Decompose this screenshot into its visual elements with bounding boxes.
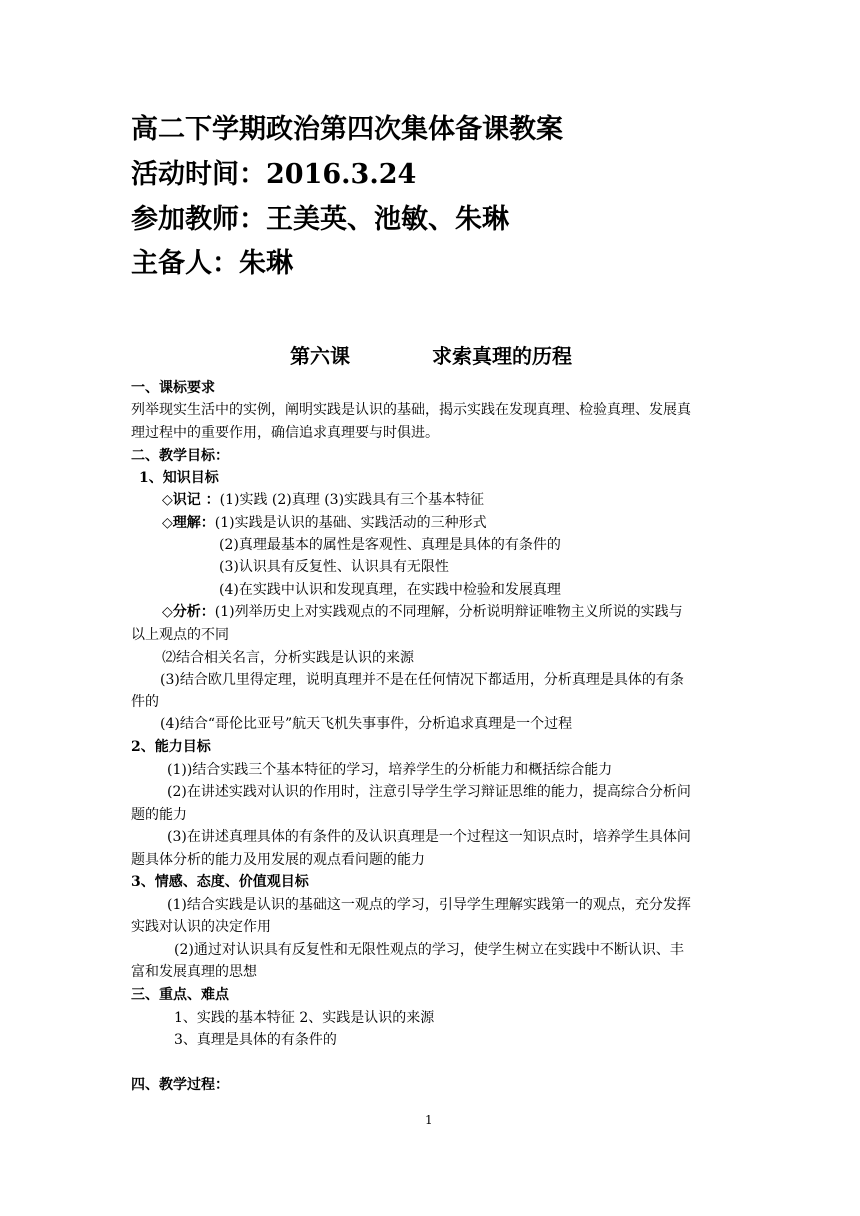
paragraph-line: 列举现实生活中的实例，阐明实践是认识的基础，揭示实践在发现真理、检验真理、发展真	[131, 402, 691, 418]
section-heading: 二、教学目标：	[131, 448, 229, 464]
subsection-heading: 3、情感、态度、价值观目标	[131, 874, 309, 890]
doc-title: 高二下学期政治第四次集体备课教案	[131, 114, 563, 145]
paragraph-line: 1、实践的基本特征 2、实践是认识的来源	[174, 1010, 435, 1026]
paragraph-line: (3)结合欧几里得定理，说明真理并不是在任何情况下都适用，分析真理是具体的有条	[160, 672, 684, 688]
paragraph-line: (2)在讲述实践对认识的作用时，注意引导学生学习辩证思维的能力，提高综合分析问	[167, 784, 691, 800]
recall-text: (1)实践 (2)真理 (3)实践具有三个基本特征	[219, 492, 485, 508]
paragraph-line: 题具体分析的能力及用发展的观点看问题的能力	[131, 852, 425, 868]
paragraph-line: (2)真理最基本的属性是客观性、真理是具体的有条件的	[219, 537, 561, 553]
lesson-number: 第六课	[290, 344, 350, 368]
lead-preparer: 主备人：朱琳	[131, 248, 293, 279]
paragraph-line: (4)在实践中认识和发现真理，在实践中检验和发展真理	[219, 582, 561, 598]
paragraph-line: (3)在讲述真理具体的有条件的及认识真理是一个过程这一知识点时，培养学生具体问	[167, 829, 691, 845]
recall-line	[162, 490, 484, 510]
paragraph-line: (1))结合实践三个基本特征的学习，培养学生的分析能力和概括综合能力	[167, 762, 613, 778]
paragraph-line: (2)通过对认识具有反复性和无限性观点的学习，使学生树立在实践中不断认识、丰	[174, 942, 684, 958]
paragraph-line: 理过程中的重要作用，确信追求真理要与时俱进。	[131, 425, 439, 441]
section-heading: 三、重点、难点	[131, 987, 229, 1003]
paragraph-line: 以上观点的不同	[131, 627, 229, 643]
paragraph-line: 富和发展真理的思想	[131, 964, 257, 980]
lesson-heading	[290, 340, 572, 369]
paragraph-line: 件的	[131, 694, 159, 710]
understand-text: (1)实践是认识的基础、实践活动的三种形式	[214, 515, 487, 531]
paragraph-line: 实践对认识的决定作用	[131, 919, 271, 935]
analyze-label: ◇分析：	[162, 604, 215, 620]
recall-label: ◇识记 ：	[162, 492, 220, 508]
paragraph-line: (1)结合实践是认识的基础这一观点的学习，引导学生理解实践第一的观点，充分发挥	[167, 897, 691, 913]
analyze-text: (1)列举历史上对实践观点的不同理解，分析说明辩证唯物主义所说的实践与	[214, 604, 683, 620]
understand-line	[162, 513, 487, 533]
analyze-line	[162, 602, 683, 622]
subsection-heading: 1、知识目标	[139, 470, 219, 486]
subsection-heading: 2、能力目标	[131, 739, 211, 755]
paragraph-line: (4)结合“哥伦比亚号”航天飞机失事事件，分析追求真理是一个过程	[160, 716, 573, 732]
section-heading: 四、教学过程：	[131, 1077, 229, 1093]
paragraph-line: 3、真理是具体的有条件的	[174, 1032, 337, 1048]
paragraph-line: ⑵结合相关名言，分析实践是认识的来源	[162, 650, 414, 666]
page-number: 1	[425, 1113, 433, 1127]
understand-label: ◇理解：	[162, 515, 215, 531]
activity-time: 活动时间：2016.3.24	[131, 159, 417, 190]
section-heading: 一、课标要求	[131, 380, 215, 396]
participating-teachers: 参加教师：王美英、池敏、朱琳	[131, 204, 509, 235]
paragraph-line: (3)认识具有反复性、认识具有无限性	[219, 559, 449, 575]
lesson-name: 求索真理的历程	[432, 344, 572, 368]
paragraph-line: 题的能力	[131, 807, 187, 823]
